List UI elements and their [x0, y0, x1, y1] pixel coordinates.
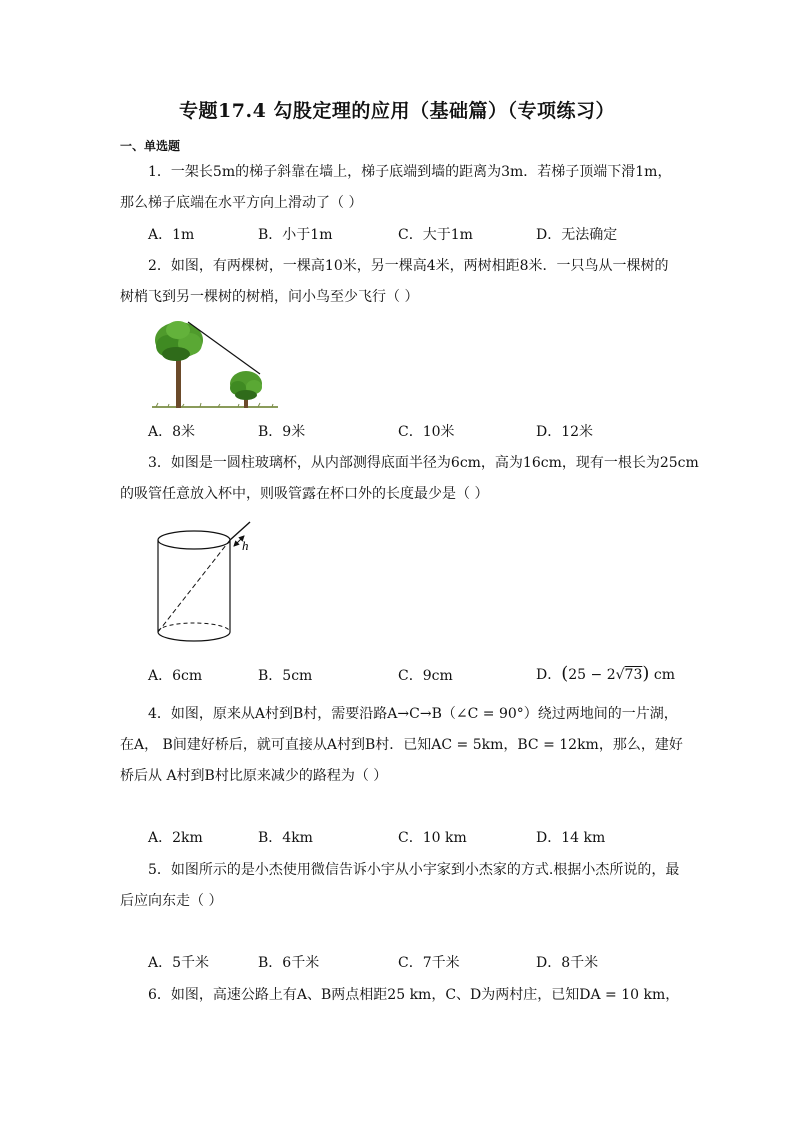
q3-option-d-prefix: D． [536, 667, 562, 683]
q5-option-b: B．6千米 [258, 955, 320, 971]
q3-option-d-unit: cm [653, 667, 675, 683]
q5-option-d: D．8千米 [536, 955, 599, 971]
q1-text-line-1: 1．一架长5m的梯子斜靠在墙上，梯子底端到墙的距离为3m．若梯子顶端下滑1m， [148, 164, 672, 180]
q5-text-line-2: 后应向东走（ ） [120, 893, 223, 909]
q2-text-line-2: 树梢飞到另一棵树的树梢，问小鸟至少飞行（ ） [120, 289, 419, 305]
q3-text-line-2: 的吸管任意放入杯中，则吸管露在杯口外的长度最少是（ ） [120, 486, 489, 502]
q4-text-line-3: 桥后从 A村到B村比原来减少的路程为（ ） [120, 768, 388, 784]
q4-option-b: B．4km [258, 830, 313, 846]
q5-option-a: A．5千米 [148, 955, 210, 971]
cylinder-bottom-front [158, 632, 230, 641]
q5-text-line-1: 5．如图所示的是小杰使用微信告诉小宇从小宇家到小杰家的方式.根据小杰所说的，最 [148, 862, 680, 878]
cylinder-bottom-back [158, 623, 230, 632]
q1-option-a: A．1m [148, 227, 195, 243]
q4-text-line-1: 4．如图，原来从A村到B村，需要沿路A→C→B（∠C = 90°）绕过两地间的一片湖， [148, 706, 678, 722]
sqrt-sign: √ [615, 667, 625, 683]
two-trees-figure [148, 316, 280, 412]
q3-option-b: B．5cm [258, 668, 313, 684]
page-title: 专题17.4 勾股定理的应用（基础篇）（专项练习） [179, 100, 615, 122]
q1-option-b: B．小于1m [258, 227, 333, 243]
q3-text-line-1: 3．如图是一圆柱玻璃杯，从内部测得底面半径为6cm，高为16cm，现有一根长为25cm [148, 455, 699, 471]
cylinder-top-ellipse [158, 531, 230, 549]
q1-option-d: D．无法确定 [536, 227, 618, 243]
q4-option-c: C．10 km [398, 830, 467, 846]
q2-text-line-1: 2．如图，有两棵树，一棵高10米，另一棵高4米，两树相距8米．一只鸟从一棵树的 [148, 258, 669, 274]
q3-option-a: A．6cm [148, 668, 203, 684]
h-label: h [242, 538, 249, 553]
q4-option-d: D．14 km [536, 830, 606, 846]
q1-text-line-2: 那么梯子底端在水平方向上滑动了（ ） [120, 195, 363, 211]
q2-option-b: B．9米 [258, 424, 306, 440]
q1-option-c: C．大于1m [398, 227, 473, 243]
short-tree-crown [230, 371, 262, 400]
q3-option-c: C．9cm [398, 668, 453, 684]
q2-option-c: C．10米 [398, 424, 455, 440]
q3-option-d-expr: 25 − 2 [568, 667, 616, 683]
q2-option-d: D．12米 [536, 424, 594, 440]
section-heading: 一、单选题 [120, 139, 181, 153]
straw-inside-dashed [158, 540, 230, 632]
q3-option-d-radicand: 73 [624, 667, 643, 683]
tall-tree-trunk [176, 358, 181, 408]
q4-option-a: A．2km [148, 830, 203, 846]
q5-option-c: C．7千米 [398, 955, 460, 971]
q3-option-d: D．(25 − 2√73) cm [536, 663, 675, 684]
q6-text-line-1: 6．如图，高速公路上有A、B两点相距25 km，C、D为两村庄，已知DA = 10 km， [148, 987, 680, 1003]
cylinder-glass-figure [150, 518, 270, 650]
q2-option-a: A．8米 [148, 424, 196, 440]
q4-text-line-2: 在A， B间建好桥后，就可直接从A村到B村．已知AC = 5km，BC = 12km，那么，建好 [120, 737, 683, 753]
